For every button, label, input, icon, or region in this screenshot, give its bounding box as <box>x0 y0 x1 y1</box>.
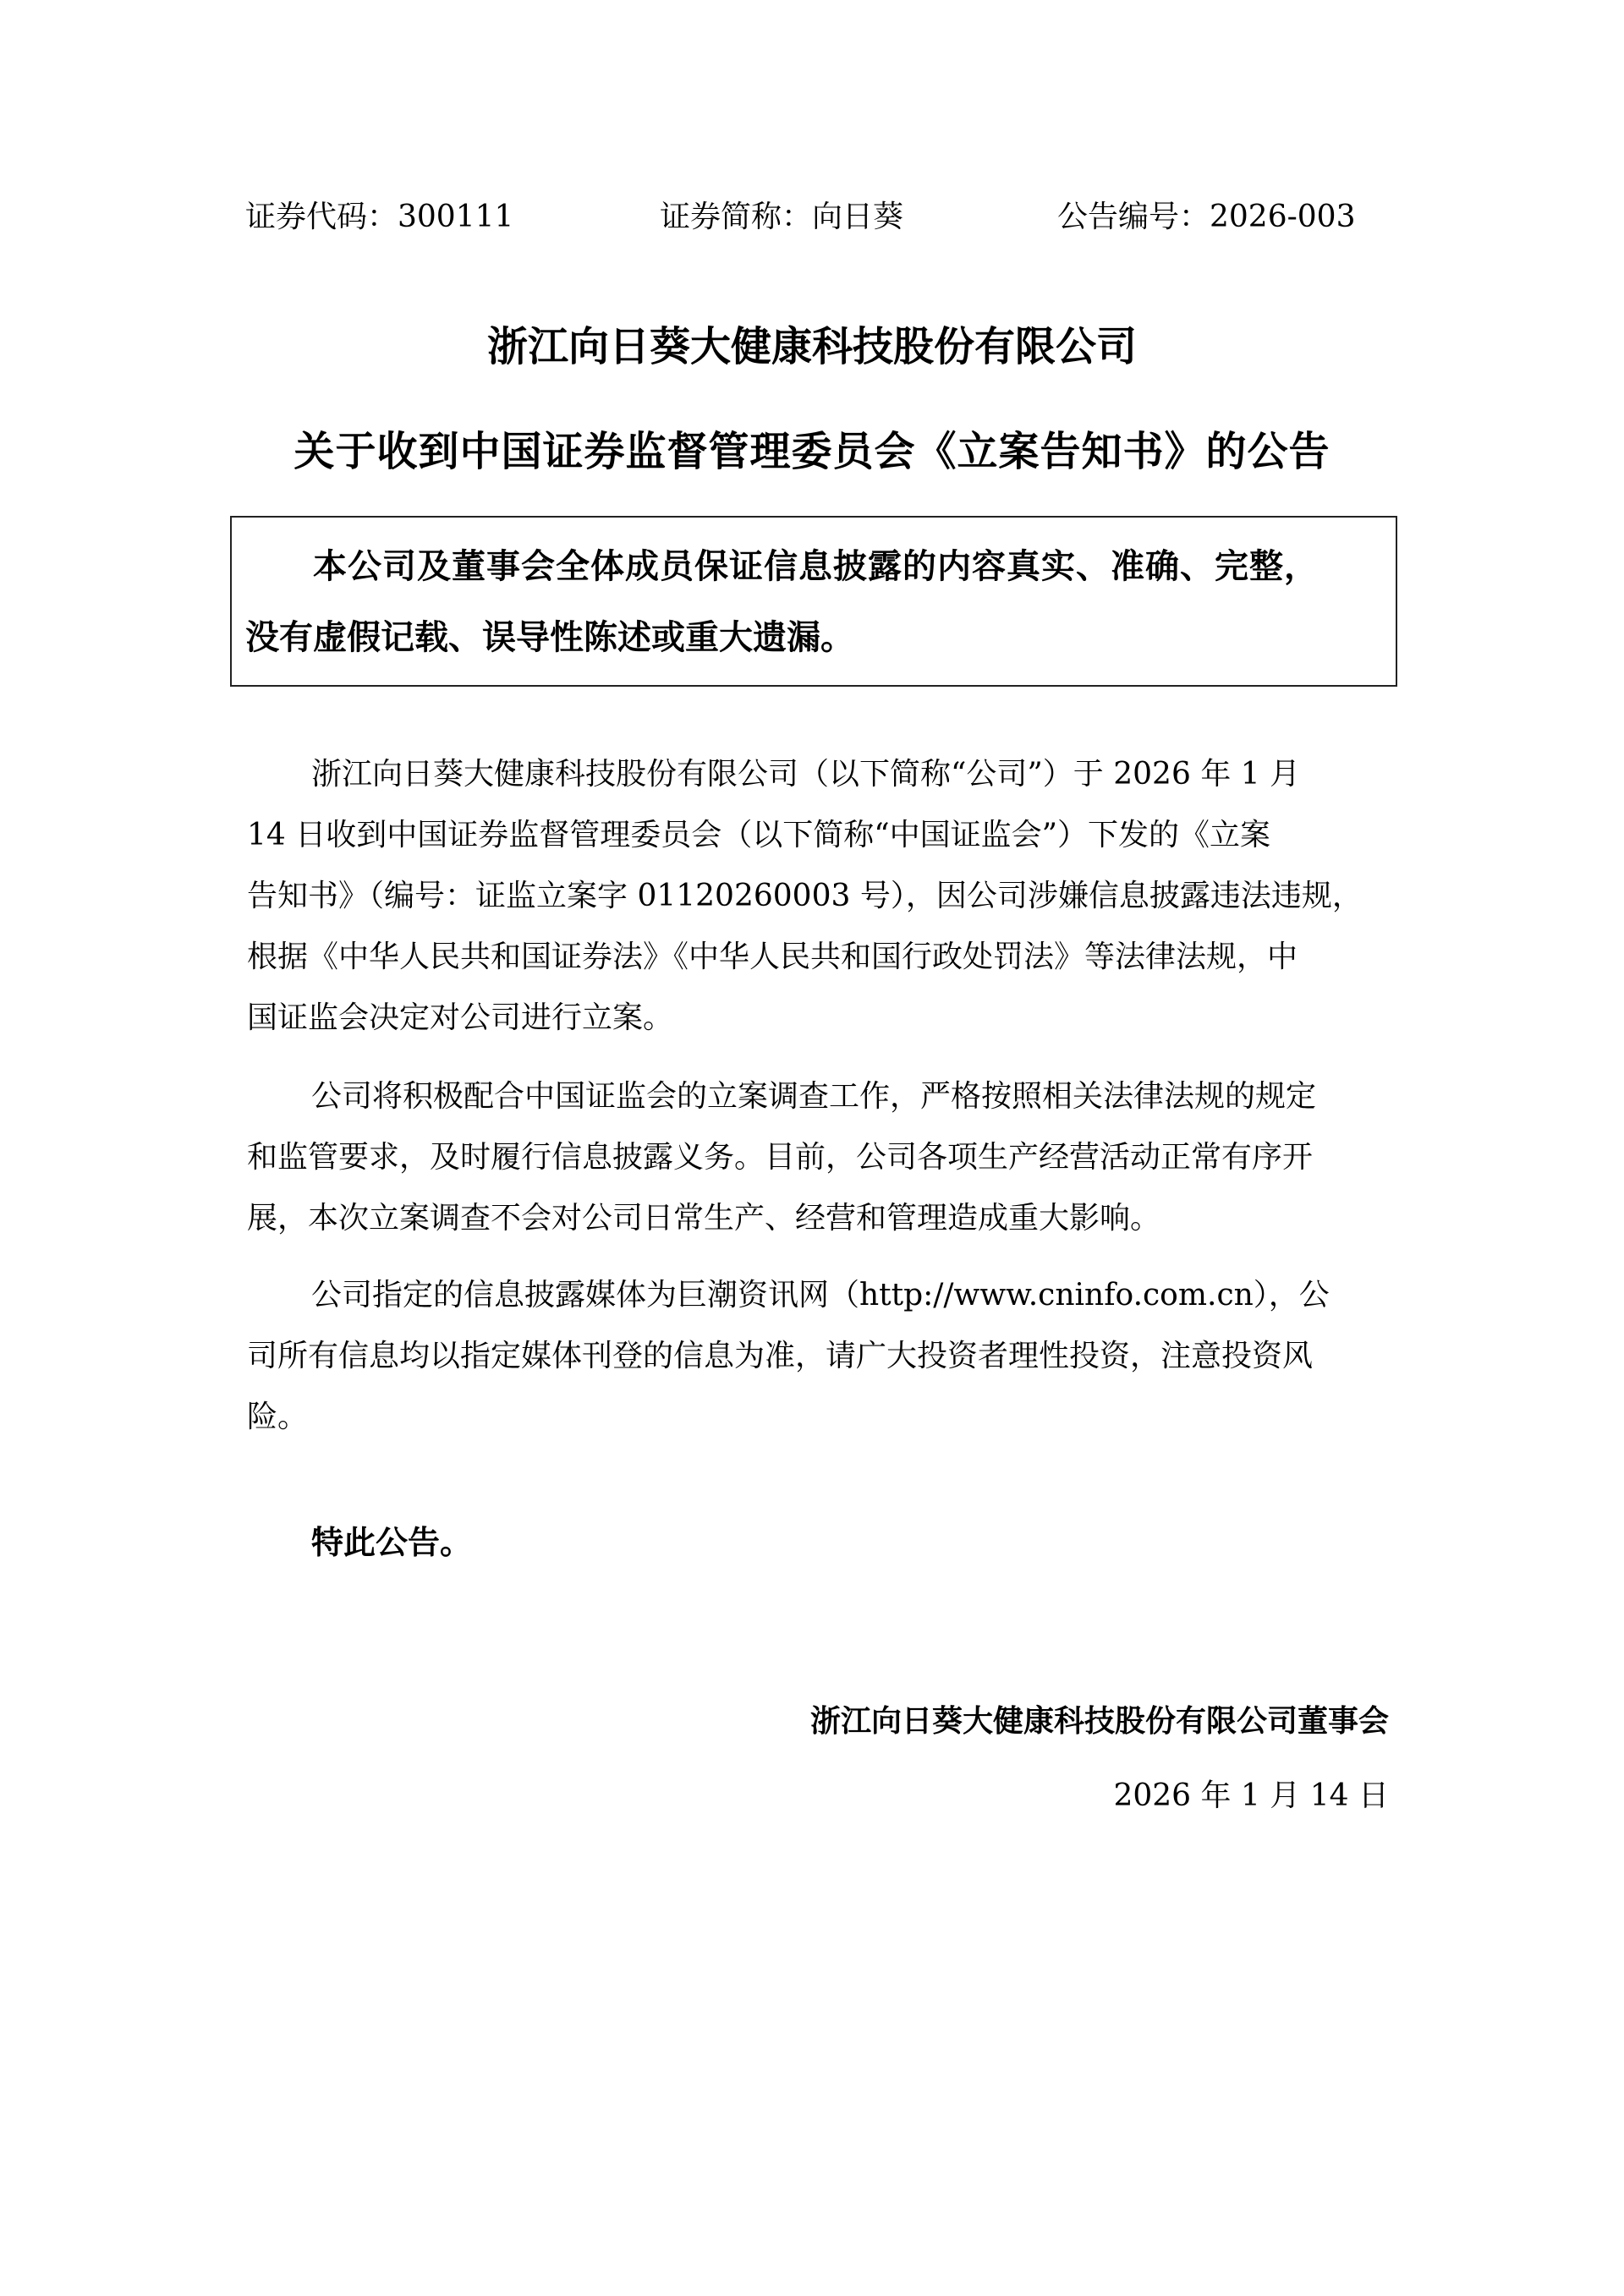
signature-board: 浙江向日葵大健康科技股份有限公司董事会 <box>809 1704 1389 1739</box>
company-title: 浙江向日葵大健康科技股份有限公司 <box>486 323 1137 370</box>
signature-date: 2026 年 1 月 14 日 <box>1113 1778 1389 1813</box>
body-line: 根据《中华人民共和国证券法》《中华人民共和国行政处罚法》等法律法规，中 <box>247 940 1298 974</box>
board-guarantee-box <box>230 516 1397 687</box>
guarantee-line-2: 没有虚假记载、误导性陈述或重大遗漏。 <box>245 618 854 657</box>
announcement-title: 关于收到中国证券监督管理委员会《立案告知书》的公告 <box>294 428 1330 475</box>
stock-short-name: 证券简称：向日葵 <box>660 200 904 234</box>
body-line: 告知书》（编号：证监立案字 01120260003 号），因公司涉嫌信息披露违法违规， <box>247 879 1363 913</box>
announcement-header <box>245 196 1362 238</box>
stock-code: 证券代码：300111 <box>245 200 514 234</box>
guarantee-line-1: 本公司及董事会全体成员保证信息披露的内容真实、准确、完整， <box>313 547 1319 586</box>
body-line: 14 日收到中国证券监督管理委员会（以下简称“中国证监会”）下发的《立案 <box>247 818 1271 852</box>
body-line: 展，本次立案调查不会对公司日常生产、经营和管理造成重大影响。 <box>247 1201 1161 1236</box>
body-line: 公司指定的信息披露媒体为巨潮资讯网（http://www.cninfo.com.cn），公 <box>311 1278 1330 1312</box>
body-line: 和监管要求，及时履行信息披露义务。目前，公司各项生产经营活动正常有序开 <box>247 1140 1314 1175</box>
body-line: 公司将积极配合中国证监会的立案调查工作，严格按照相关法律法规的规定 <box>311 1079 1317 1114</box>
body-line: 国证监会决定对公司进行立案。 <box>247 1000 674 1035</box>
body-line: 司所有信息均以指定媒体刊登的信息为准，请广大投资者理性投资，注意投资风 <box>247 1339 1314 1373</box>
announcement-number: 公告编号：2026-003 <box>1057 200 1356 234</box>
body-line: 浙江向日葵大健康科技股份有限公司（以下简称“公司”）于 2026 年 1 月 <box>311 757 1301 792</box>
body-line: 险。 <box>247 1400 309 1434</box>
closing-statement: 特此公告。 <box>311 1524 473 1561</box>
